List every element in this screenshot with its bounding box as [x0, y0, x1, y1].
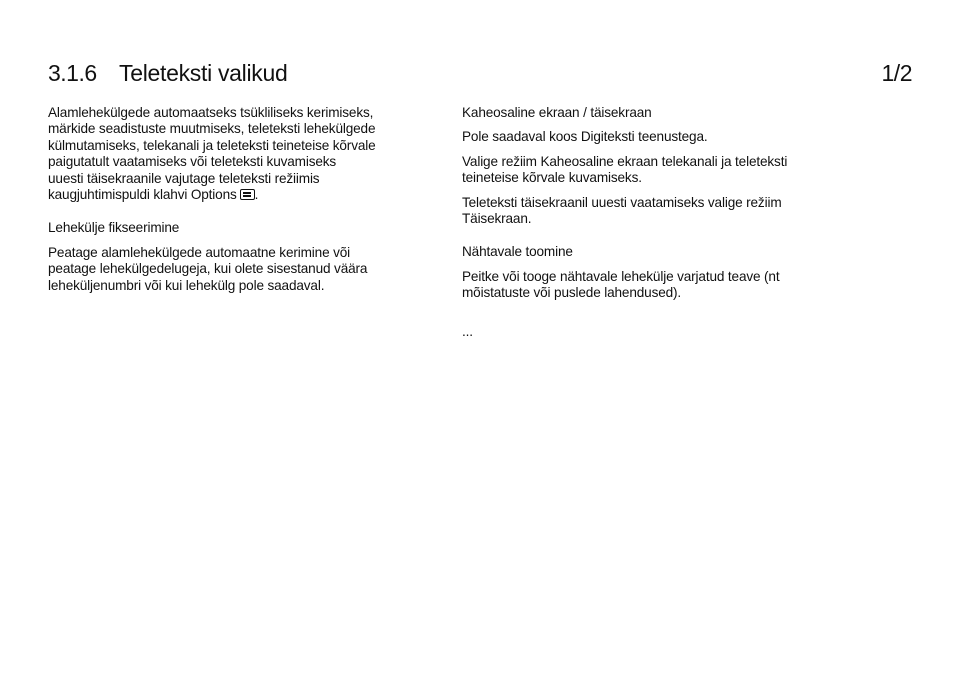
continuation-ellipsis: ...: [462, 323, 473, 339]
intro-paragraph: [48, 105, 428, 203]
fullscreen-paragraph: [462, 195, 842, 228]
freeze-line: leheküljenumbri või kui lehekülg pole saadaval.: [48, 277, 325, 293]
dual-screen-paragraph: [462, 154, 842, 187]
dual-screen-note: Pole saadaval koos Digiteksti teenustega.: [462, 129, 708, 145]
freeze-paragraph: [48, 245, 428, 294]
intro-line: märkide seadistuste muutmiseks, teleteksti lehekülgede: [48, 121, 376, 137]
freeze-line: peatage lehekülgedelugeja, kui olete sisestanud väära: [48, 261, 368, 277]
section-number: 3.1.6: [48, 60, 97, 86]
dual-screen-heading: Kaheosaline ekraan / täisekraan: [462, 105, 652, 120]
page-header: [48, 60, 912, 94]
fullscreen-line: Teleteksti täisekraanil uuesti vaatamiseks valige režiim: [462, 194, 782, 210]
freeze-heading: Lehekülje fikseerimine: [48, 220, 180, 236]
reveal-paragraph: [462, 269, 842, 302]
reveal-line: mõistatuste või puslede lahendused).: [462, 285, 682, 301]
dual-screen-line: teineteise kõrvale kuvamiseks.: [462, 170, 642, 186]
left-column: [48, 105, 428, 302]
fullscreen-line: Täisekraan.: [462, 211, 532, 227]
freeze-line: Peatage alamlehekülgede automaatne kerimine või: [48, 244, 351, 260]
intro-line: kaugjuhtimispuldi klahvi Options: [48, 187, 237, 203]
dual-screen-line: Valige režiim Kaheosaline ekraan telekanali ja teleteksti: [462, 153, 788, 169]
intro-line: külmutamiseks, telekanali ja teleteksti teineteise kõrvale: [48, 137, 376, 153]
page-indicator: 1/2: [881, 60, 912, 86]
intro-line: Alamlehekülgede automaatseks tsükliliseks kerimiseks,: [48, 105, 374, 120]
intro-line: paigutatult vaatamiseks või teleteksti kuvamiseks: [48, 154, 337, 170]
intro-period: .: [254, 187, 259, 203]
reveal-heading: Nähtavale toomine: [462, 244, 573, 260]
intro-line-with-icon: [48, 187, 428, 203]
reveal-line: Peitke või tooge nähtavale lehekülje varjatud teave (nt: [462, 268, 780, 284]
options-icon: [240, 189, 255, 200]
intro-line: uuesti täisekraanile vajutage teleteksti režiimis: [48, 170, 320, 186]
right-column: [462, 105, 842, 340]
page-title: Teleteksti valikud: [119, 60, 288, 86]
